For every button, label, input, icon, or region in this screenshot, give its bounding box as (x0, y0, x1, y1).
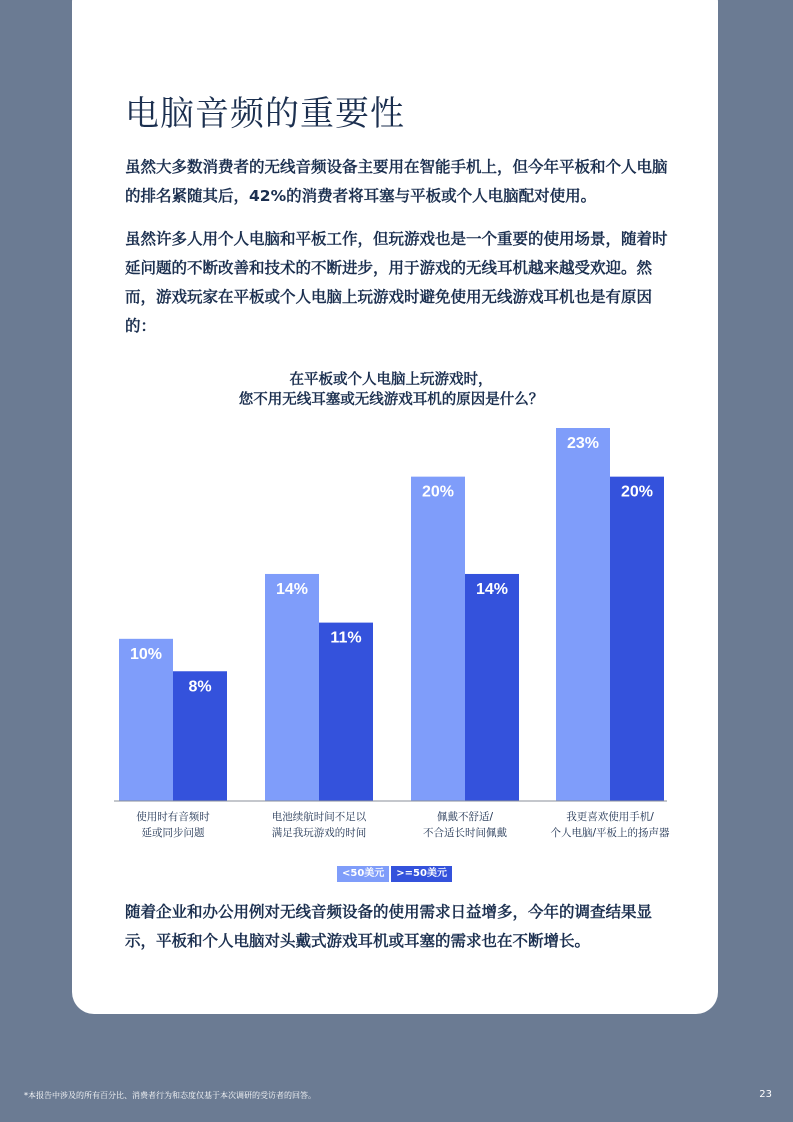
category-label: 使用时有音频时 (136, 811, 210, 823)
chart-legend (337, 866, 452, 882)
bar-under-50-2 (265, 574, 319, 801)
data-label: 20% (620, 483, 654, 501)
data-label: 14% (475, 580, 509, 598)
category-label: 满足我玩游戏的时间 (271, 827, 367, 839)
category-label: 个人电脑/平板上的扬声器 (550, 827, 670, 839)
bar-under-50-3 (411, 477, 465, 801)
category-label: 延或同步问题 (141, 827, 205, 839)
closing-paragraph: 随着企业和办公用例对无线音频设备的使用需求日益增多，今年的调查结果显示，平板和个人电脑对头戴式游戏耳机或耳塞的需求也在不断增长。 (125, 903, 653, 950)
data-label: 8% (188, 678, 212, 696)
data-label: 10% (129, 645, 163, 663)
category-label: 不合适长时间佩戴 (423, 827, 507, 839)
bar-under-50-1 (119, 639, 173, 801)
legend-item-over-50: >=50美元 (391, 866, 452, 882)
bar-over-50-4 (610, 477, 664, 801)
gaming-paragraph: 虽然许多人用个人电脑和平板工作，但玩游戏也是一个重要的使用场景，随着时延问题的不断改善和技术的不断进步，用于游戏的无线耳机越来越受欢迎。然而，游戏玩家在平板或个人电脑上玩游戏时避免使用无线游戏耳机也是有原因的： (125, 230, 668, 335)
data-label: 11% (330, 629, 362, 647)
bar-over-50-2 (319, 623, 373, 801)
category-label: 佩戴不舒适/ (436, 811, 494, 823)
data-label: 23% (566, 435, 600, 452)
chart-title-line-1: 在平板或个人电脑上玩游戏时， (289, 372, 493, 388)
page-title: 电脑音频的重要性 (125, 94, 405, 134)
bar-under-50-4 (556, 428, 610, 801)
category-label: 我更喜欢使用手机/ (566, 811, 654, 823)
page-number: 23 (759, 1089, 772, 1100)
footnote: *本报告中涉及的所有百分比、消费者行为和态度仅基于本次调研的受访者的回答。 (24, 1091, 316, 1100)
chart-title-line-2: 您不用无线耳塞或无线游戏耳机的原因是什么？ (238, 392, 544, 408)
data-label: 20% (421, 483, 455, 501)
legend-item-under-50: <50美元 (337, 866, 389, 882)
data-label: 14% (275, 580, 309, 598)
bar-over-50-3 (465, 574, 519, 801)
category-label: 电池续航时间不足以 (271, 811, 367, 823)
intro-paragraph: 虽然大多数消费者的无线音频设备主要用在智能手机上，但今年平板和个人电脑的排名紧随其后，42%的消费者将耳塞与平板或个人电脑配对使用。 (125, 158, 668, 205)
